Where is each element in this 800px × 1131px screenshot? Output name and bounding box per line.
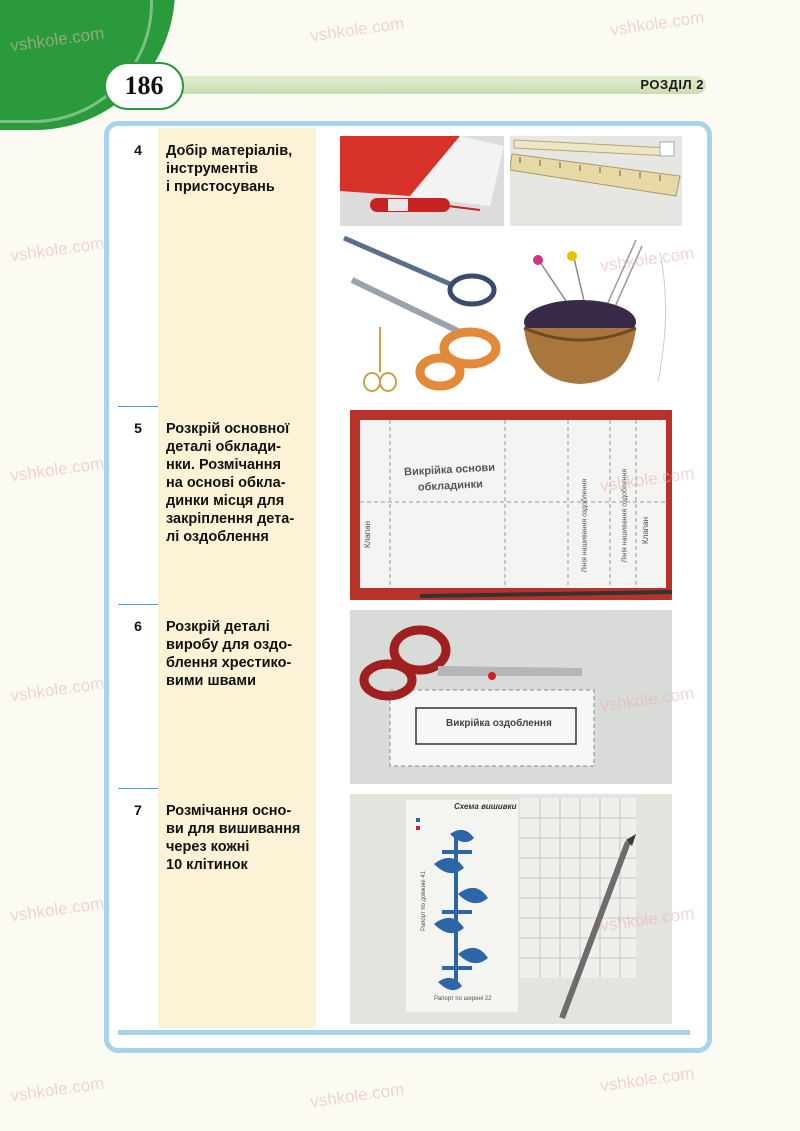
- step-description: Добір матеріалів, інструментів і пристосувань: [166, 143, 293, 195]
- watermark: vshkole.com: [9, 453, 106, 486]
- page-number: 186: [104, 62, 184, 110]
- step-illustration: [316, 128, 694, 406]
- step-description: Розкрій основної деталі обклади- нки. Розмічання на основі обкла- динки місця для закріплення дета- лі оздоблення: [166, 421, 295, 545]
- watermark: vshkole.com: [599, 903, 696, 936]
- section-title: РОЗДІЛ 2: [640, 77, 704, 92]
- decor-line-label: Лінія нашивання оздоблення: [581, 478, 589, 573]
- step-description: Розмічання осно- ви для вишивання через кожні 10 клітинок: [166, 803, 301, 873]
- watermark: vshkole.com: [9, 673, 106, 706]
- step-number: 4: [134, 142, 142, 158]
- scheme-bottom-label: Рапорт по ширині 22: [434, 996, 492, 1002]
- flap-label-right: Клапан: [640, 517, 650, 544]
- scheme-title: Схема вишивки: [454, 802, 517, 811]
- photo-scissors: [340, 232, 504, 400]
- watermark: vshkole.com: [599, 1063, 696, 1096]
- header-bar: [150, 76, 706, 94]
- step-illustration: [316, 406, 694, 604]
- table-row: [118, 604, 694, 789]
- photo-pincushion: [510, 232, 682, 400]
- decor-line-label: Лінія нашивання оздоблення: [621, 468, 629, 563]
- scheme-side-label: Рапорт по довжині 41: [421, 871, 427, 931]
- table-bottom-border: [118, 1030, 690, 1035]
- watermark: vshkole.com: [599, 683, 696, 716]
- watermark: vshkole.com: [9, 233, 106, 266]
- photo-embroidery-scheme: [350, 794, 672, 1024]
- table-row: [118, 128, 694, 407]
- step-number: 5: [134, 420, 142, 436]
- watermark: vshkole.com: [9, 1073, 106, 1106]
- watermark: vshkole.com: [309, 1079, 406, 1112]
- step-description: Розкрій деталі виробу для оздо- блення хрестико- вими швами: [166, 619, 293, 689]
- watermark: vshkole.com: [599, 243, 696, 276]
- watermark: vshkole.com: [599, 463, 696, 496]
- watermark: vshkole.com: [609, 7, 706, 40]
- table-row: [118, 788, 694, 1028]
- photo-fabric-thread: [340, 136, 504, 226]
- decor-pattern-label: Викрійка оздоблення: [446, 718, 552, 729]
- pattern-title: Викрійка основи обкладинки: [403, 461, 496, 494]
- step-number: 7: [134, 802, 142, 818]
- step-illustration: [316, 604, 694, 788]
- table-row: [118, 406, 694, 605]
- photo-cover-pattern: [350, 410, 672, 600]
- watermark: vshkole.com: [9, 23, 106, 56]
- watermark: vshkole.com: [309, 13, 406, 46]
- photo-decor-pattern: [350, 610, 672, 784]
- flap-label-left: Клапан: [362, 521, 372, 548]
- photo-rulers: [510, 136, 682, 226]
- step-number: 6: [134, 618, 142, 634]
- watermark: vshkole.com: [9, 893, 106, 926]
- step-illustration: [316, 788, 694, 1028]
